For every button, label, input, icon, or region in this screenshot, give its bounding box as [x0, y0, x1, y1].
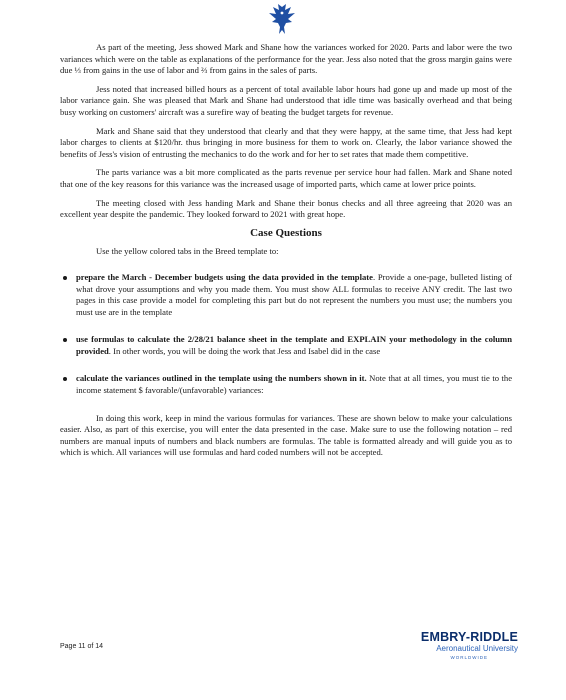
section-heading: Case Questions	[250, 226, 322, 239]
list-item	[60, 272, 512, 318]
question-emphasis: use formulas to calculate the 2/28/21 balance sheet in the template and EXPLAIN your methodology in the column provided	[76, 334, 512, 356]
eagle-icon	[267, 4, 297, 36]
question-text: . Provide a one-page, bulleted listing of what drove your assumptions and why you made them. You must show ALL formulas to receive ANY credit. The last two pages in this case provide a model for completing this part but do not represent the numbers you must use; the numbers you must use are in the template	[76, 271, 512, 317]
list-item	[60, 373, 512, 396]
closing-paragraph: In doing this work, keep in mind the various formulas for variances. These are shown below to make your calculations easier. Also, as part of this exercise, you will enter the data presented in the case. Make sure to use the following notation – red numbers are manual inputs of numbers and black numbers are formulas. The table is formatted already and will guide you as to which is which. All variances will use formulas and hard coded numbers will not be accepted.	[60, 412, 512, 458]
brand-subtitle: Aeronautical University	[436, 644, 518, 653]
list-item	[60, 334, 512, 357]
question-emphasis: prepare the March - December budgets using the data provided in the template	[76, 271, 373, 282]
body-text	[60, 42, 512, 466]
question-emphasis: calculate the variances outlined in the template using the numbers shown in it.	[76, 373, 367, 384]
paragraph: The meeting closed with Jess handing Mark and Shane their bonus checks and all three agreeing that 2020 was an excellent year despite the pandemic. They looked forward to 2021 with great hope.	[60, 197, 512, 220]
paragraph: Mark and Shane said that they understood that clearly and that they were happy, at the same time, that Jess had kept labor charges to clients at $120/hr. thus bringing in more business for them to work on. Clearly, the labor variance showed the benefits of Jess's vision of entrusting the mechanics to do the work and for her to set rates that made them competitive.	[60, 125, 512, 159]
paragraph: As part of the meeting, Jess showed Mark and Shane how the variances worked for 2020. Parts and labor were the two variances which were on the table as explanations of the performance for the year. Jess also noted that the gross margin gains were due ⅓ from gains in the use of labor and ⅔ from gains in the sales of parts.	[60, 42, 512, 76]
question-text: . In other words, you will be doing the work that Jess and Isabel did in the case	[108, 345, 381, 356]
section-intro: Use the yellow colored tabs in the Breed template to:	[96, 246, 279, 257]
question-list	[60, 272, 512, 397]
brand-tagline: WORLDWIDE	[450, 655, 488, 660]
university-logo	[372, 631, 518, 661]
brand-name: EMBRY-RIDDLE	[420, 630, 518, 644]
paragraph: The parts variance was a bit more complicated as the parts revenue per service hour had fallen. Mark and Shane noted that one of the key reasons for this variance was the increased usage of imported parts, which came at lower price points.	[60, 167, 512, 189]
question-text: Note that at all times, you must tie to the income statement $ favorable/(unfavorable) variances:	[76, 373, 513, 396]
paragraph: Jess noted that increased billed hours as a percent of total available labor hours had gone up and made up most of the labor variance gain. She was pleased that Mark and Shane had understood that idle time was basically overhead and that being busy working on customers' aircraft was a surefire way of beating the budget targets for revenue.	[60, 83, 512, 117]
page-number: Page 11 of 14	[60, 643, 104, 650]
